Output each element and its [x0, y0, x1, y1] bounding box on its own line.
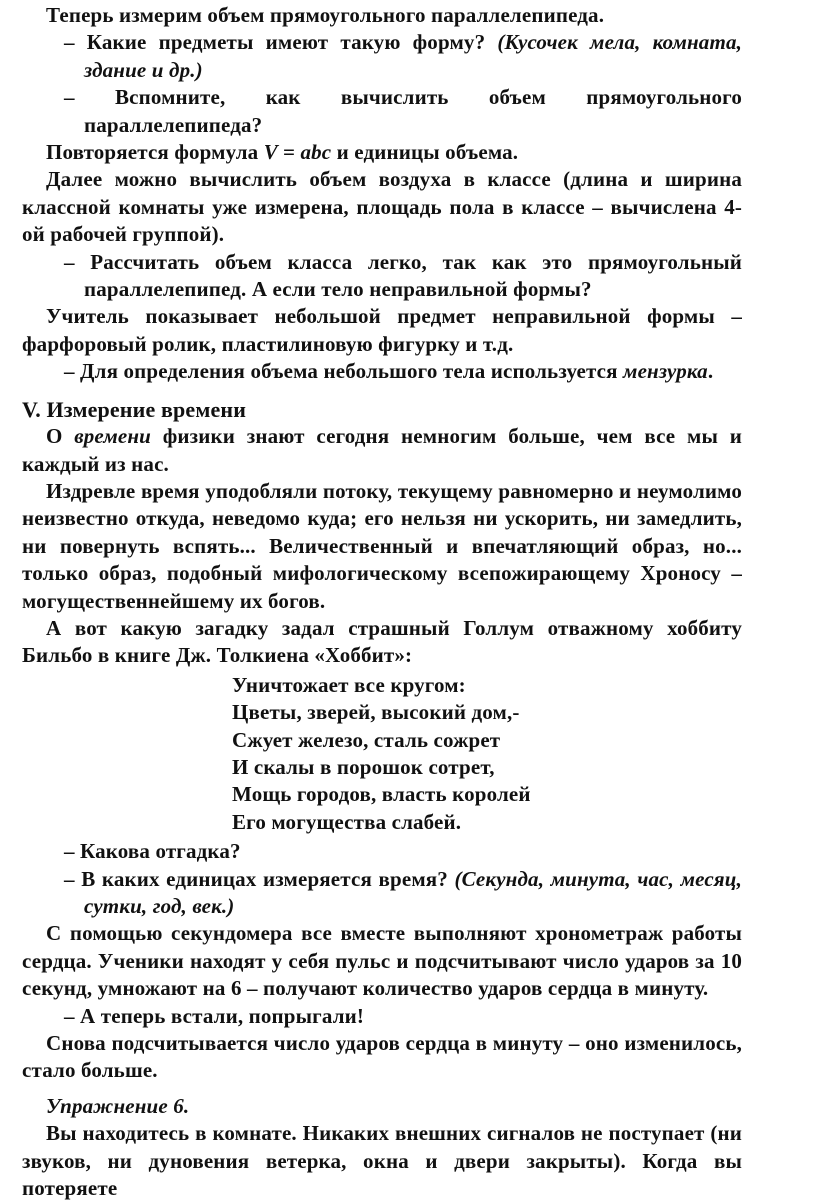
instruction-jump: – А теперь встали, попрыгали!	[64, 1003, 365, 1028]
paragraph-stopwatch: С помощью секундомера все вместе выполняют хронометраж работы сердца. Ученики находят у себя пульс и подсчитывают число ударов за 10 секунд, умножают на 6 – получают количество ударов сердца в минуту.	[22, 921, 742, 1001]
statement-beaker	[22, 358, 742, 385]
poem-line: Цветы, зверей, высокий дом,-	[232, 700, 520, 725]
time-term: времени	[74, 424, 152, 449]
beaker-term: мензурка	[623, 359, 708, 384]
poem-line: Сжует железо, сталь сожрет	[232, 727, 501, 752]
beaker-text: – Для определения объема небольшого тела используется	[64, 359, 624, 384]
time-suffix: физики знают сегодня немногим больше, чем все мы и каждый из нас.	[22, 424, 742, 476]
question-answer: – Какова отгадка?	[64, 839, 241, 864]
paragraph-time-intro	[22, 423, 742, 478]
document-page	[22, 2, 742, 1202]
formula-suffix: и единицы объема.	[331, 140, 519, 165]
question-volume: – Вспомните, как вычислить объем прямоугольного параллелепипеда?	[64, 85, 742, 137]
poem-line: Мощь городов, власть королей	[232, 782, 531, 807]
beaker-end: .	[707, 359, 714, 384]
paragraph-recount: Снова подсчитывается число ударов сердца в минуту – оно изменилось, стало больше.	[22, 1031, 742, 1083]
paragraph-exercise: Вы находитесь в комнате. Никаких внешних сигналов не поступает (ни звуков, ни дуновения ветерка, окна и двери закрыты). Когда вы потеряете	[22, 1121, 742, 1201]
poem-line: И скалы в порошок сотрет,	[232, 754, 495, 779]
units-answer: (Секунда, минута, час, месяц, сутки, год, век.)	[84, 866, 743, 918]
question-shapes	[22, 29, 742, 84]
poem-line: Уничтожает все кругом:	[232, 672, 466, 697]
question-irregular: – Рассчитать объем класса легко, так как это прямоугольный параллелепипед. А если тело неправильной формы?	[64, 249, 742, 302]
paragraph-air-volume: Далее можно вычислить объем воздуха в классе (длина и ширина классной комнаты уже измерена, площадь пола в классе – вычислена 4-ой рабочей группой).	[22, 167, 742, 247]
formula-prefix: Повторяется формула	[46, 140, 264, 165]
paragraph-intro: Теперь измерим объем прямоугольного параллелепипеда.	[46, 3, 605, 27]
exercise-title: Упражнение 6.	[46, 1093, 190, 1118]
paragraph-formula	[22, 139, 742, 166]
paragraph-chronos: Издревле время уподобляли потоку, текущему равномерно и неумолимо неизвестно откуда, неведомо куда; его нельзя ни ускорить, ни замедлить, ни повернуть вспять... Величественный и впечатляющий образ, но... только образ, подобный мифологическому всепожирающему Хроносу – могущественнейшему их богов.	[22, 478, 742, 613]
formula: V = abc	[263, 140, 332, 165]
units-text: – В каких единицах измеряется время?	[64, 866, 455, 891]
question-shapes-text: – Какие предметы имеют такую форму?	[64, 30, 498, 55]
poem-line: Его могущества слабей.	[232, 809, 462, 834]
question-units	[22, 866, 742, 921]
riddle-poem	[232, 672, 742, 836]
question-shapes-answer: (Кусочек мела, комната, здание и др.)	[84, 30, 742, 82]
section-heading: V. Измерение времени	[22, 396, 247, 422]
paragraph-riddle-intro: А вот какую загадку задал страшный Голлум отважному хоббиту Бильбо в книге Дж. Толкиена «Хоббит»:	[22, 615, 742, 668]
time-prefix: О	[46, 424, 75, 449]
paragraph-teacher: Учитель показывает небольшой предмет неправильной формы – фарфоровый ролик, пластилиновую фигурку и т.д.	[22, 304, 742, 356]
